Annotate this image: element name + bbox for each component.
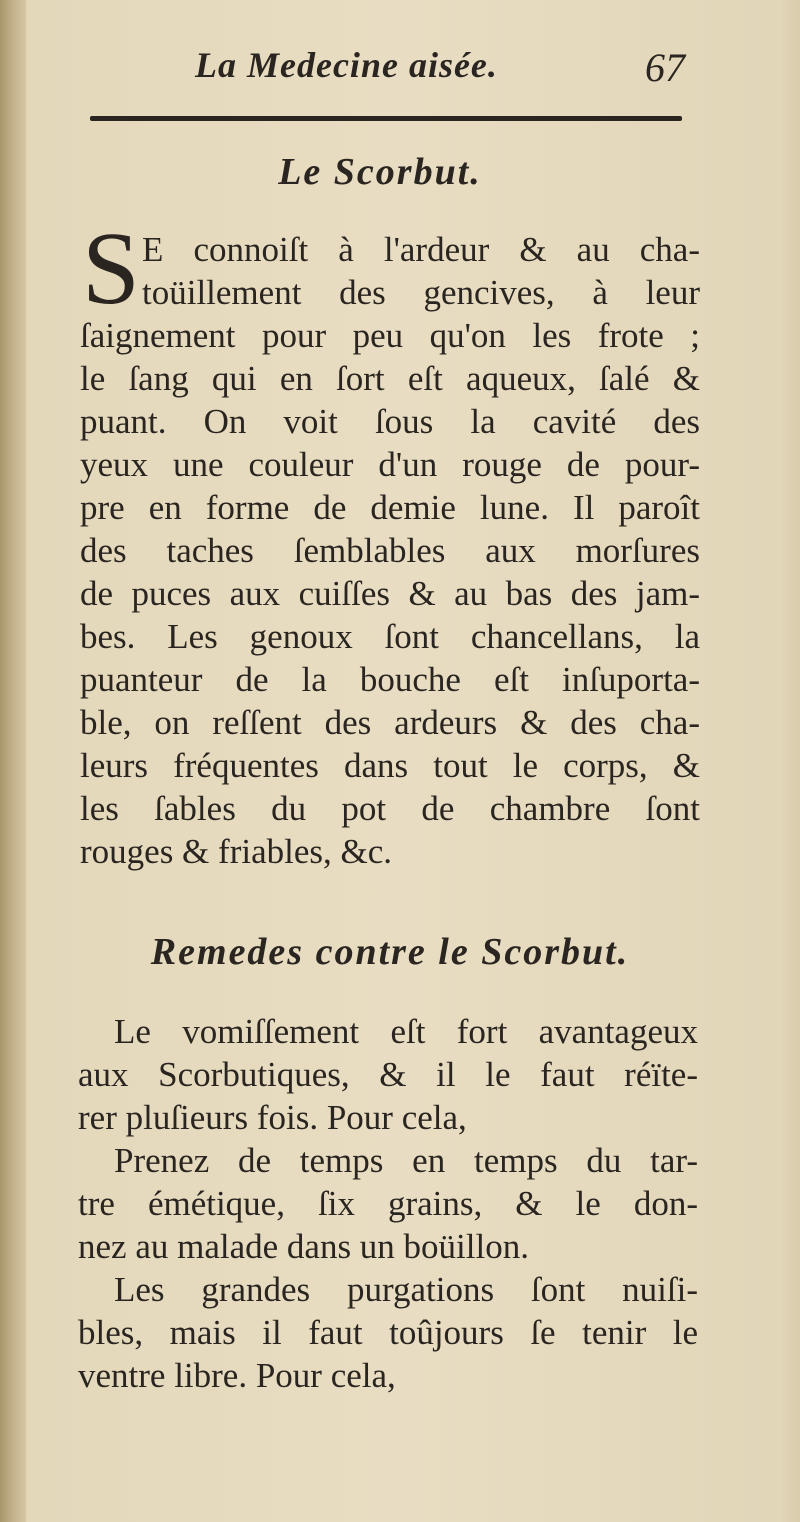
page-binding-edge <box>0 0 26 1522</box>
text-line: E connoiſt à l'ardeur & au cha- <box>142 230 700 269</box>
page-number: 67 <box>645 45 685 90</box>
text-line: ventre libre. Pour cela, <box>78 1356 396 1395</box>
text-line: aux Scorbutiques, & il le faut réïte- <box>78 1055 698 1094</box>
text-line: tre émétique, ſix grains, & le don- <box>78 1184 698 1223</box>
text-line: Prenez de temps en temps du tar- <box>114 1141 698 1180</box>
text-line: rer pluſieurs fois. Pour cela, <box>78 1098 467 1137</box>
text-line: nez au malade dans un boüillon. <box>78 1227 529 1266</box>
text-line: rouges & friables, &c. <box>80 832 392 871</box>
text-line: de puces aux cuiſſes & au bas des jam- <box>80 574 700 613</box>
header-rule <box>90 116 682 121</box>
text-line: ble, on reſſent des ardeurs & des cha- <box>80 703 700 742</box>
section-heading-remedes: Remedes contre le Scorbut. <box>150 931 630 973</box>
text-line: puanteur de la bouche eſt inſuporta- <box>80 660 700 699</box>
text-line: pre en forme de demie lune. Il paroît <box>80 488 700 527</box>
text-line: bes. Les genoux ſont chancellans, la <box>80 617 700 656</box>
text-line: leurs fréquentes dans tout le corps, & <box>80 746 700 785</box>
text-line: Les grandes purgations ſont nuiſi- <box>114 1270 698 1309</box>
text-line: Le vomiſſement eſt fort avantageux <box>114 1012 698 1051</box>
text-line: le ſang qui en ſort eſt aqueux, ſalé & <box>80 359 700 398</box>
text-line: les ſables du pot de chambre ſont <box>80 789 700 828</box>
text-line: toüillement des gencives, à leur <box>142 273 700 312</box>
text-line: des taches ſemblables aux morſures <box>80 531 700 570</box>
paragraph-remedies <box>78 1010 698 1397</box>
section-heading-scorbut: Le Scorbut. <box>278 151 482 193</box>
text-line: ſaignement pour peu qu'on les frote ; <box>80 316 700 355</box>
text-line: bles, mais il faut toûjours ſe tenir le <box>78 1313 698 1352</box>
text-line: puant. On voit ſous la cavité des <box>80 402 700 441</box>
paragraph-symptoms <box>80 228 700 873</box>
drop-cap: S <box>82 211 140 326</box>
text-line: yeux une couleur d'un rouge de pour- <box>80 445 700 484</box>
page-header <box>195 40 715 100</box>
running-title: La Medecine aisée. <box>195 45 498 85</box>
